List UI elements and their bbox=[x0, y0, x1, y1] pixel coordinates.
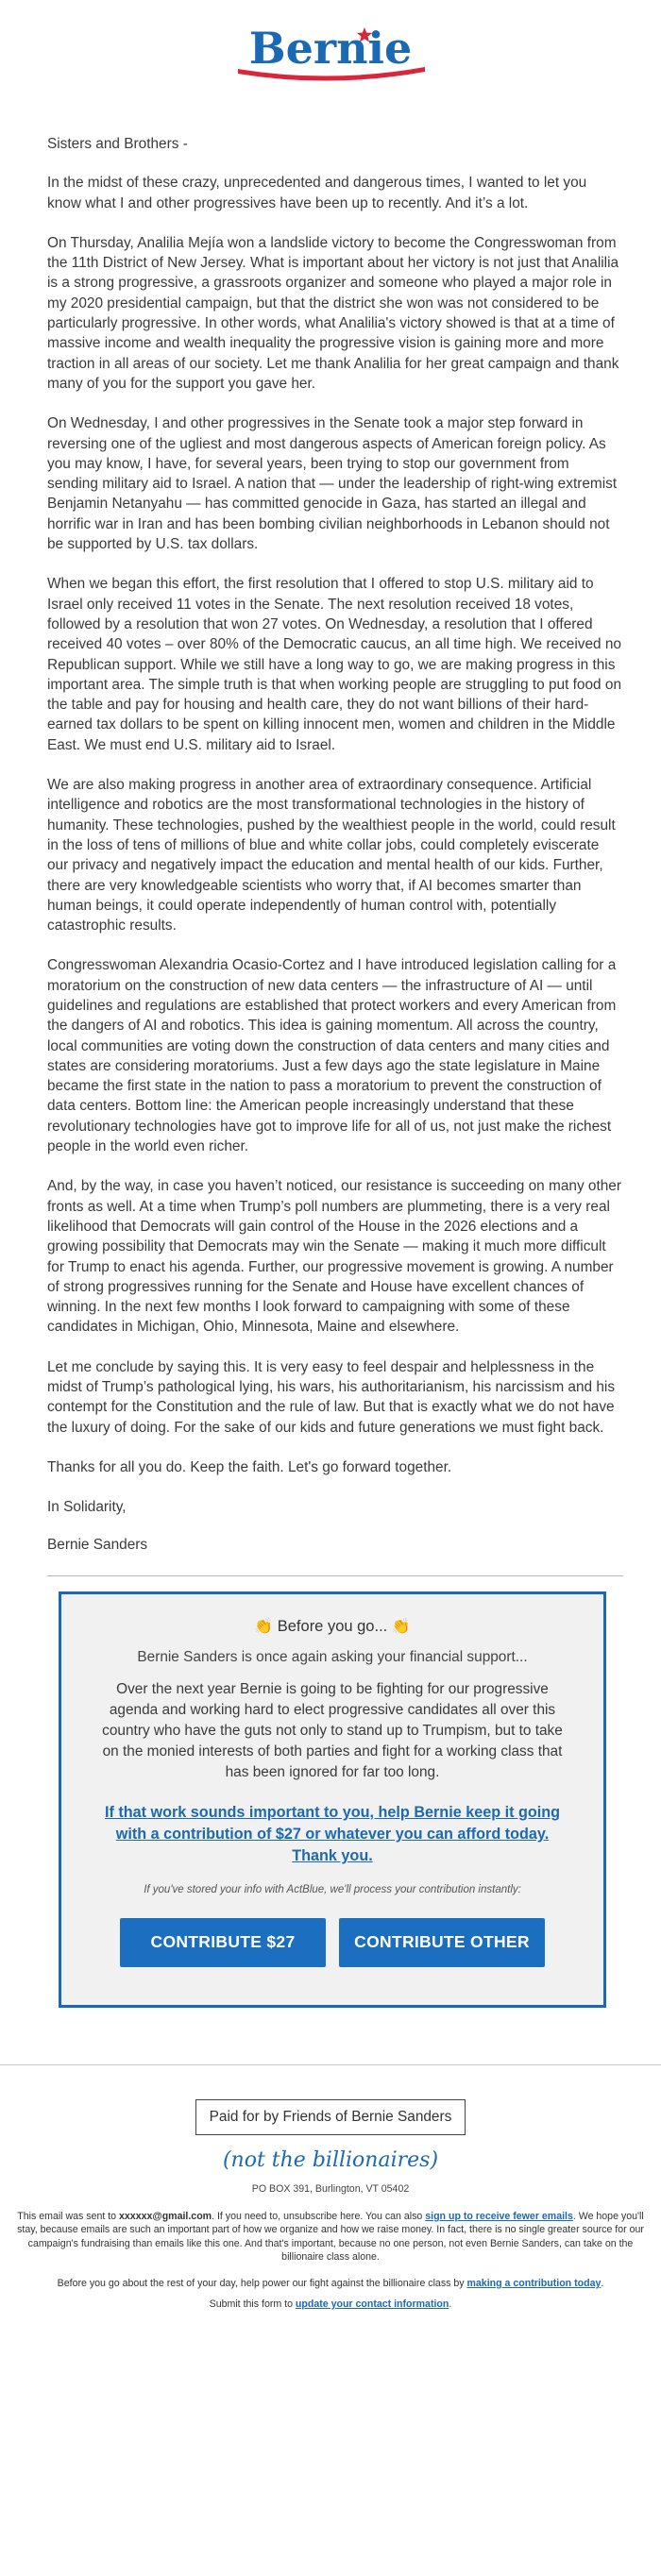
letter-paragraph: And, by the way, in case you haven’t noticed, our resistance is succeeding on many other fronts as well. At a time when Trump’s poll numbers are plummeting, there is a very real likelihood that Democrats will gain control of the House in the 2026 elections and a growing possibility that Democrats may win the Senate — making it much more difficult for Trump to enact his agenda. Further, our progressive movement is growing. A number of strong progressives running for the Senate and House have excellent chances of winning. In the next few months I look forward to campaigning with some of these candidates in Michigan, Ohio, Minnesota, Maine and elsewhere. bbox=[47, 1178, 621, 1336]
letter-paragraph: On Wednesday, I and other progressives in the Senate took a major step forward in reversing one of the ugliest and most dangerous aspects of American foreign policy. As you may know, I have, for several years, been trying to stop our government from sending military aid to Israel. A nation that — under the leadership of right-wing extremist Benjamin Netanyahu — has committed genocide in Gaza, has started an illegal and horrific war in Iran and has been bombing civilian neighborhoods in Lebanon should not be supported by U.S. tax dollars. bbox=[47, 415, 618, 553]
tagline: (not the billionaires) bbox=[222, 2147, 439, 2172]
letter-paragraph: We are also making progress in another area of extraordinary consequence. Artificial intelligence and robotics are the most transformational technologies in the history of humanity. These technologies, pushed by the wealthiest people in the world, could result in the loss of tens of millions of blue and white collar jobs, could completely eviscerate our privacy and negatively impact the education and mental health of our kids. Further, there are very knowledgeable scientists who worry that, if AI becomes smarter than human beings, it could operate independently of human control with, potentially catastrophic results. bbox=[47, 777, 616, 934]
before-go-prefix: Before you go about the rest of your day, help power our fight against the billionaire class by bbox=[57, 2277, 467, 2289]
letter-paragraph: In the midst of these crazy, unprecedented and dangerous times, I wanted to let you know what I and other progressives have been up to recently. And it’s a lot. bbox=[47, 175, 587, 211]
submit-prefix: Submit this form to bbox=[209, 2298, 296, 2310]
fewer-emails-link[interactable]: sign up to receive fewer emails bbox=[425, 2210, 573, 2222]
contribute-link[interactable]: If that work sounds important to you, help Bernie keep it going with a contribution of $27 or whatever you can afford today. Thank you. bbox=[104, 1803, 561, 1864]
submit-suffix: . bbox=[449, 2298, 452, 2310]
salutation: Sisters and Brothers - bbox=[47, 136, 188, 152]
recipient-email: xxxxxx@gmail.com bbox=[119, 2210, 212, 2222]
clapping-hands-icon: 👏 bbox=[391, 1618, 411, 1635]
letter-paragraph: Let me conclude by saying this. It is very easy to feel despair and helplessness in the midst of Trump’s pathological lying, his wars, his authoritarianism, his narcissism and his contempt for the Constitution and the rule of law. But that is exactly what we do not have the luxury of doing. For the sake of our kids and future generations we must fight back. bbox=[47, 1358, 616, 1436]
divider bbox=[47, 1575, 623, 1576]
donation-body: Over the next year Bernie is going to be fighting for our progressive agenda and working hard to elect progressive candidates all over this country who have the guts not only to stand up to Trumpism, but to take on the monied interests of both parties and fight for a working class that has been ignored for far too long. bbox=[102, 1680, 563, 1780]
donation-heading-text: Before you go... bbox=[277, 1617, 388, 1635]
donation-box bbox=[59, 1591, 606, 2008]
closing: In Solidarity, bbox=[47, 1499, 127, 1516]
update-contact-text bbox=[0, 2298, 661, 2310]
legal-mid: . If you need to, unsubscribe here. You can also bbox=[212, 2210, 426, 2222]
paid-for-box: Paid for by Friends of Bernie Sanders bbox=[195, 2099, 466, 2135]
header bbox=[0, 0, 661, 104]
legal-prefix: This email was sent to bbox=[17, 2210, 120, 2222]
bernie-logo bbox=[217, 14, 444, 90]
signature: Bernie Sanders bbox=[47, 1536, 148, 1553]
clapping-hands-icon: 👏 bbox=[254, 1618, 274, 1635]
legal-suffix: . We hope you'll stay, because emails are such an important part of how we organize and how we raise money. In fact, there is no single greater source for our campaign's fundraising than emails like this one. And that's important, because no one person, not even Bernie Sanders, can take on the billionaire class alone. bbox=[17, 2210, 644, 2264]
letter-paragraph: Thanks for all you do. Keep the faith. Let's go forward together. bbox=[47, 1458, 452, 1475]
donation-lead: Bernie Sanders is once again asking your financial support... bbox=[137, 1648, 528, 1665]
contribute-27-button[interactable]: CONTRIBUTE $27 bbox=[120, 1918, 326, 1967]
logo-wordmark: Bernie bbox=[248, 23, 413, 74]
before-go-suffix: . bbox=[601, 2277, 604, 2289]
donation-heading bbox=[97, 1617, 568, 1636]
letter-paragraph: On Thursday, Analilia Mejía won a landslide victory to become the Congresswoman from the 11th District of New Jersey. What is important about her victory is not just that Analilia is a strong progressive, a grassroots organizer and someone who played a major role in my 2020 presidential campaign, but that the district she won was not considered to be particularly progressive. In other words, what Analilia's victory showed is that at a time of massive income and wealth inequality the progressive vision is gaining more and more traction in all areas of our society. Let me thank Analilia for her great campaign and thank many of you for the support you gave her. bbox=[47, 234, 619, 392]
contribute-buttons bbox=[97, 1918, 568, 1967]
letter-paragraph: Congresswoman Alexandria Ocasio-Cortez and I have introduced legislation calling for a moratorium on the construction of new data centers — the infrastructure of AI — until guidelines and regulations are established that protect workers and every American from the dangers of AI and robotics. This idea is gaining momentum. All across the country, local communities are voting down the construction of data centers and many cities and states are considering moratoriums. Just a few days ago the state legislature in Maine became the first state in the nation to pass a moratorium to prevent the construction of data centers. Bottom line: the American people increasingly understand that these revolutionary technologies have got to improve life for all of us, not just make the richest people in the world even richer. bbox=[47, 957, 617, 1155]
before-go-text bbox=[0, 2278, 661, 2289]
update-contact-link[interactable]: update your contact information bbox=[295, 2298, 449, 2310]
letter-body bbox=[47, 134, 623, 1555]
footer bbox=[0, 2065, 661, 2310]
contribute-other-button[interactable]: CONTRIBUTE OTHER bbox=[339, 1918, 545, 1967]
make-contribution-link[interactable]: making a contribution today bbox=[466, 2277, 602, 2289]
mailing-address: PO BOX 391, Burlington, VT 05402 bbox=[251, 2182, 410, 2195]
letter-paragraph: When we began this effort, the first resolution that I offered to stop U.S. military aid to Israel only received 11 votes in the Senate. The next resolution received 18 votes, followed by a resolution that won 27 votes. On Wednesday, a resolution that I offered received 40 votes – over 80% of the Democratic caucus, an all time high. We received no Republican support. While we still have a long way to go, we are making progress in this important area. The simple truth is that when working people are struggling to put food on the table and pay for housing and health care, they do not want billions of their hard-earned tax dollars to be spent on killing innocent men, women and children in the Middle East. We must end U.S. military aid to Israel. bbox=[47, 576, 621, 753]
actblue-note: If you've stored your info with ActBlue, we'll process your contribution instantly: bbox=[144, 1883, 521, 1895]
legal-text bbox=[9, 2210, 652, 2265]
